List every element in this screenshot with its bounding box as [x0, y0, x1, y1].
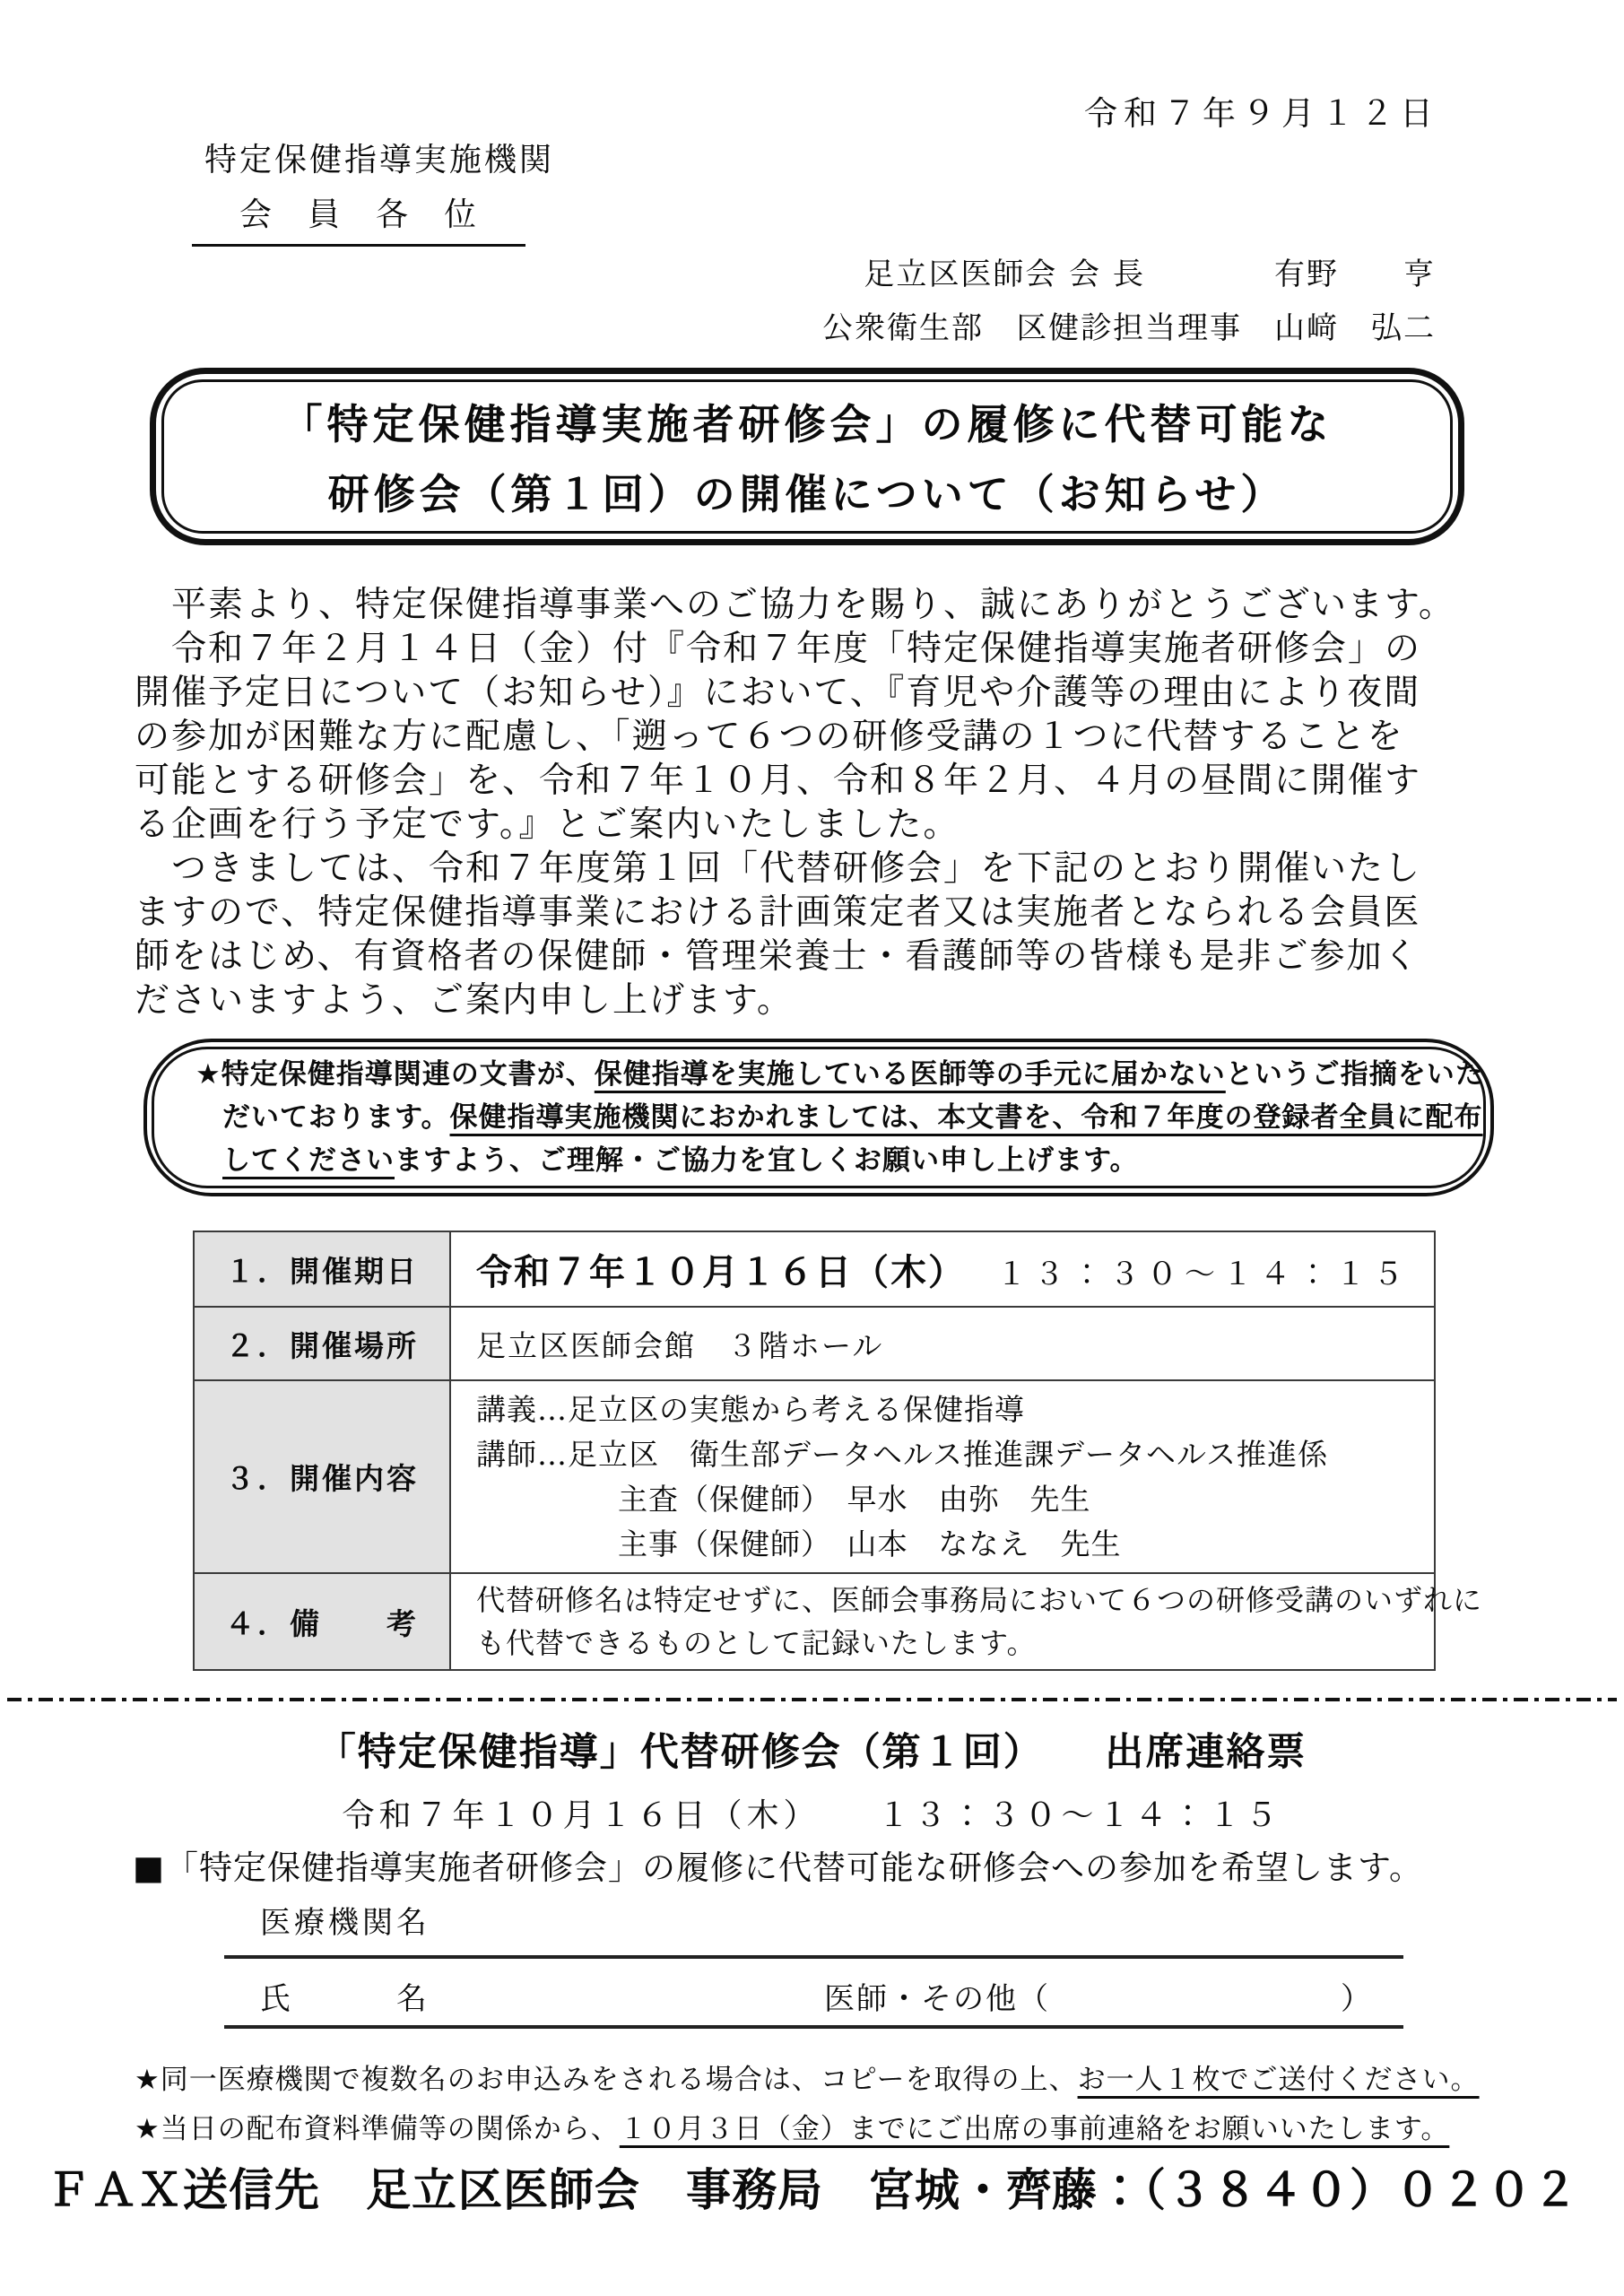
body-text [135, 583, 1523, 1022]
distribution-notice-inner [152, 1047, 1486, 1188]
note-text-segment: ★同一医療機関で複数名のお申込みをされる場合は、コピーを取得の上、 [135, 2064, 1078, 2096]
clinic-name-field [224, 1898, 1403, 1959]
note-text-segment: ★当日の配布資料準備等の関係から、 [135, 2113, 620, 2145]
sender-director-line: 公衆衛生部 区健診担当理事 山﨑 弘二 [822, 310, 1436, 346]
table-row-date [194, 1231, 1435, 1307]
note-underlined-segment: １０月３日（金）までにご出席の事前連絡をお願いいたします。 [619, 2113, 1450, 2145]
notice-title-box [150, 368, 1464, 545]
row-label-content: ３．開催内容 [194, 1380, 450, 1573]
recipient-addressee: 会 員 各 位 [192, 189, 525, 247]
slip-note-line [135, 2105, 1480, 2154]
participation-statement: ■「特定保健指導実施者研修会」の履修に代替可能な研修会への参加を希望します。 [133, 1848, 1423, 1887]
distribution-notice-box [143, 1039, 1494, 1196]
event-place: 足立区医師会館 ３階ホール [476, 1327, 884, 1363]
notice-line [195, 1096, 1483, 1139]
recipient-block [204, 135, 554, 247]
slip-note-line [135, 2056, 1480, 2105]
notice-underlined-segment: 保健指導を実施している医師等の手元に届かない [594, 1058, 1226, 1091]
row-value-place [450, 1307, 1435, 1380]
event-date: 令和７年１０月１６日（木） [476, 1251, 966, 1293]
lecture-line: 主事（保健師） 山本 ななえ 先生 [618, 1526, 1122, 1561]
slip-title: 「特定保健指導」代替研修会（第１回） 出席連絡票 [317, 1730, 1307, 1775]
notice-line [195, 1139, 1442, 1182]
notice-underlined-segment: 保健指導実施機関におかれましては、本文書を、令和７年度の登録者全員に配布 [449, 1101, 1483, 1134]
notice-text-segment: だいております。 [222, 1101, 450, 1134]
recipient-organization: 特定保健指導実施機関 [204, 142, 555, 178]
row-value-date [450, 1231, 1435, 1307]
name-label: 氏 名 [260, 1981, 430, 2017]
body-line: 可能とする研修会」を、令和７年１０月、令和８年２月、４月の昼間に開催す [135, 761, 1422, 801]
sender-president-line: 足立区医師会 会 長 有野 亨 [864, 257, 1436, 292]
body-line: ださいますよう、ご案内申し上げます。 [135, 980, 794, 1021]
row-label-date: １．開催期日 [194, 1231, 450, 1307]
schedule-table [193, 1231, 1483, 1671]
fax-destination-line: ＦＡＸ送信先 足立区医師会 事務局 宮城・齊藤：（３８４０）０２０２ [46, 2164, 1578, 2216]
notice-text-segment: ますよう、ご理解・ご協力を宜しくお願い申し上げます。 [395, 1144, 1139, 1177]
remarks-line: 代替研修名は特定せずに、医師会事務局において６つの研修受講のいずれに [476, 1583, 1483, 1617]
document-date: 令和７年９月１２日 [1084, 94, 1439, 133]
body-line: 令和７年２月１４日（金）付『令和７年度「特定保健指導実施者研修会」の [135, 629, 1422, 669]
lecture-line: 講義…足立区の実態から考える保健指導 [476, 1391, 1025, 1427]
notice-title-line-1: 「特定保健指導実施者研修会」の履修に代替可能な [281, 400, 1333, 448]
table-row-place [194, 1307, 1435, 1380]
lecture-line: 講師…足立区 衛生部データヘルス推進課データヘルス推進係 [476, 1436, 1329, 1472]
lecture-line: 主査（保健師） 早水 由弥 先生 [618, 1481, 1091, 1517]
body-line: る企画を行う予定です。』とご案内いたしました。 [135, 804, 960, 845]
event-time: １３：３０～１４：１５ [996, 1256, 1411, 1292]
cut-separator-line [7, 1698, 1617, 1701]
notice-line [195, 1053, 1484, 1096]
table-row-content [194, 1380, 1435, 1573]
body-line: 平素より、特定保健指導事業へのご協力を賜り、誠にありがとうございます。 [135, 585, 1455, 625]
notice-text-segment: ★特定保健指導関連の文書が、 [195, 1058, 595, 1091]
remarks-line: も代替できるものとして記録いたします。 [476, 1626, 1037, 1660]
slip-notes [135, 2056, 1480, 2154]
body-line: 開催予定日について（お知らせ）』において、『育児や介護等の理由により夜間 [135, 673, 1421, 713]
notice-title-line-2: 研修会（第１回）の開催について（お知らせ） [327, 470, 1287, 518]
note-underlined-segment: お一人１枚でご送付ください。 [1077, 2064, 1480, 2096]
row-label-place: ２．開催場所 [194, 1307, 450, 1380]
slip-datetime: 令和７年１０月１６日（木） １３：３０～１４：１５ [342, 1797, 1282, 1834]
notice-underlined-segment: してください [222, 1144, 395, 1177]
clinic-name-label: 医療機関名 [260, 1905, 430, 1941]
row-value-content [450, 1380, 1435, 1573]
table-row-remarks [194, 1573, 1435, 1670]
sender-block [822, 248, 1436, 355]
body-line: の参加が困難な方に配慮し、「遡って６つの研修受講の１つに代替することを [135, 717, 1404, 757]
row-label-remarks: ４．備 考 [194, 1573, 450, 1670]
body-line: つきましては、令和７年度第１回「代替研修会」を下記のとおり開催いたし [135, 848, 1422, 889]
body-line: 師をはじめ、有資格者の保健師・管理栄養士・看護師等の皆様も是非ご参加く [135, 936, 1420, 977]
notice-title-box-inner [161, 379, 1453, 534]
doctor-or-other-label: 医師・その他（ ） [824, 1981, 1373, 2017]
row-value-remarks [450, 1573, 1483, 1670]
name-field [224, 1968, 1403, 2029]
body-line: ますので、特定保健指導事業における計画策定者又は実施者となられる会員医 [135, 892, 1421, 933]
notice-text-segment: というご指摘をいた [1225, 1058, 1484, 1091]
